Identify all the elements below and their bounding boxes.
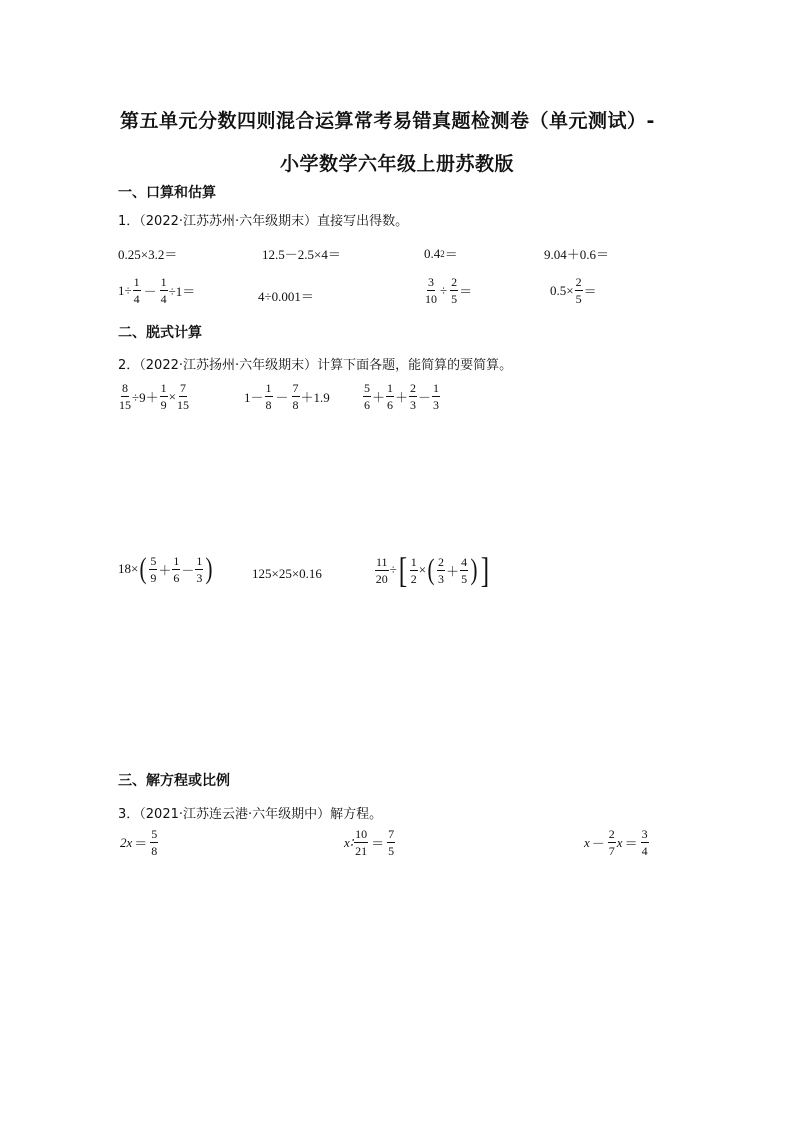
fraction: $\frac{2}{5}$ <box>575 275 582 306</box>
fraction: $\frac{11}{20}$ <box>375 554 388 586</box>
section-heading-equations: 三、解方程或比例 <box>118 773 230 789</box>
fraction: $\frac{1}{6}$ <box>387 381 394 412</box>
fraction: $\frac{8}{15}$ <box>119 381 131 412</box>
fraction: $\frac{7}{8}$ <box>292 381 299 412</box>
question-2: 2．（2022·江苏扬州·六年级期末）计算下面各题，能简算的要简算。 <box>118 358 513 373</box>
fraction: $\frac{2}{3}$ <box>410 381 417 412</box>
fraction: $\frac{10}{21}$ <box>355 827 368 858</box>
equation-2: x∶ $\frac{10}{21}$ ＝ $\frac{7}{5}$ <box>344 827 395 858</box>
fraction: $\frac{3}{4}$ <box>641 827 648 858</box>
calc-problem-2: 1－ $\frac{1}{8}$ － $\frac{7}{8}$ ＋1.9 <box>244 381 330 412</box>
calc-problem-3: $\frac{5}{6}$ ＋ $\frac{1}{6}$ ＋ $\frac{2}{3}$ － $\frac{1}{3}$ <box>364 381 440 412</box>
fraction: $\frac{1}{4}$ <box>160 275 167 306</box>
question-3: 3．（2021·江苏连云港·六年级期中）解方程。 <box>118 807 383 822</box>
fraction: $\frac{1}{4}$ <box>133 275 140 306</box>
question-1: 1．（2022·江苏苏州·六年级期末）直接写出得数。 <box>118 214 409 229</box>
fraction: $\frac{7}{15}$ <box>176 381 189 412</box>
oral-item-a: 0.25×3.2＝ <box>118 247 178 262</box>
fraction: $\frac{5}{8}$ <box>151 827 158 858</box>
calc-problem-5: 125×25×0.16 <box>252 566 322 581</box>
fraction: $\frac{1}{6}$ <box>173 553 180 585</box>
fraction: $\frac{1}{8}$ <box>265 381 272 412</box>
fraction: $\frac{1}{2}$ <box>410 554 417 586</box>
calc-problem-4: 18× ( $\frac{5}{9}$ ＋ $\frac{1}{6}$ － $\frac{1}{3}$ ) <box>118 552 213 585</box>
oral-item-h: 0.5× $\frac{2}{5}$ ＝ <box>550 275 597 306</box>
calc-problem-6: $\frac{11}{20}$ ÷ [ $\frac{1}{2}$ × ( $\frac{2}{3}$ ＋ $\frac{4}{5}$ ) ] <box>375 550 490 590</box>
oral-item-e: 1÷ $\frac{1}{4}$ － $\frac{1}{4}$ ÷1＝ <box>118 275 196 306</box>
section-heading-oral: 一、口算和估算 <box>118 185 216 201</box>
fraction: $\frac{1}{3}$ <box>433 381 440 412</box>
oral-item-b: 12.5－2.5×4＝ <box>262 247 341 262</box>
oral-item-d: 9.04＋0.6＝ <box>544 247 610 262</box>
oral-item-c: 0.4 2 ＝ <box>424 245 458 262</box>
fraction: $\frac{5}{6}$ <box>364 381 370 412</box>
page-title-line1: 第五单元分数四则混合运算常考易错真题检测卷（单元测试）- <box>120 110 655 132</box>
fraction: $\frac{7}{5}$ <box>388 827 395 858</box>
section-heading-calc: 二、脱式计算 <box>118 325 202 341</box>
equation-1: 2x ＝ $\frac{5}{8}$ <box>120 827 158 858</box>
fraction: $\frac{5}{9}$ <box>150 553 157 585</box>
fraction: $\frac{1}{9}$ <box>160 381 167 412</box>
fraction: $\frac{3}{10}$ <box>425 275 437 306</box>
oral-item-f: 4÷0.001＝ <box>258 289 314 304</box>
fraction: $\frac{2}{3}$ <box>438 554 445 586</box>
oral-item-g: $\frac{3}{10}$ ÷ $\frac{2}{5}$ ＝ <box>425 275 473 306</box>
page-title-line2: 小学数学六年级上册苏教版 <box>280 153 515 175</box>
fraction: $\frac{4}{5}$ <box>461 554 468 586</box>
fraction: $\frac{2}{7}$ <box>608 827 615 858</box>
fraction: $\frac{1}{3}$ <box>196 553 203 585</box>
equation-3: x － $\frac{2}{7}$ x ＝ $\frac{3}{4}$ <box>584 827 648 858</box>
fraction: $\frac{2}{5}$ <box>451 275 458 306</box>
calc-problem-1: $\frac{8}{15}$ ÷9＋ $\frac{1}{9}$ × $\frac{7}{15}$ <box>119 381 189 412</box>
